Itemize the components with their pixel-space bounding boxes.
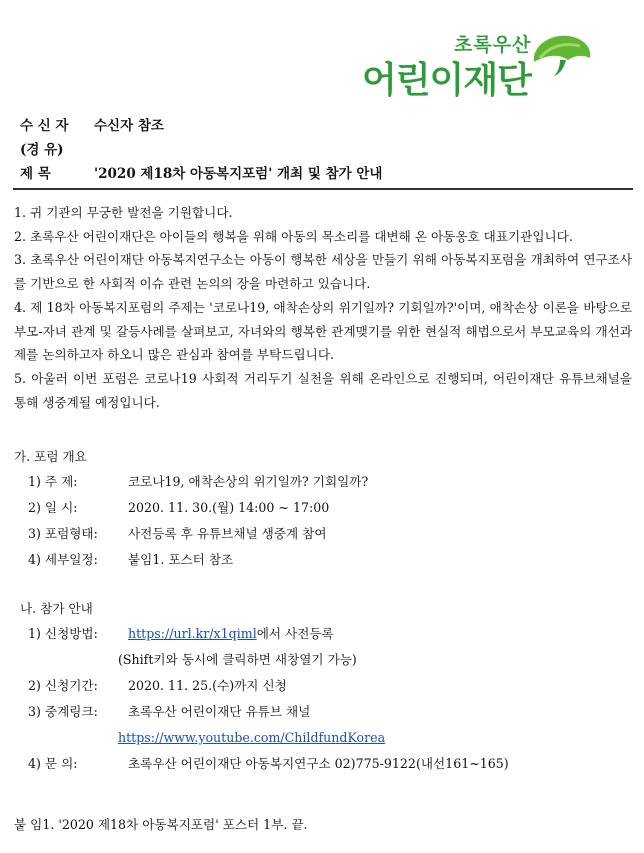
via-label: (경 유) (20, 142, 64, 158)
recipient-row (20, 114, 164, 134)
overview-label: 4) 세부일정: (28, 552, 98, 568)
attachment-line: 붙 임1. '2020 제18차 아동복지포럼' 포스터 1부. 끝. (14, 817, 308, 833)
logo-small-text: 초록우산 (454, 34, 532, 56)
foundation-logo (362, 30, 630, 110)
header-divider (13, 188, 633, 190)
contact-label: 4) 문 의: (28, 756, 78, 772)
overview-item-datetime (14, 495, 632, 521)
apply-link[interactable]: https://url.kr/x1qiml (128, 626, 257, 642)
participation-title: 나. 참가 안내 (20, 601, 93, 617)
logo-big-text: 어린이재단 (362, 60, 531, 101)
overview-value: 사전등록 후 유튜브채널 생중계 참여 (128, 526, 327, 542)
subject-row (20, 162, 383, 182)
recipient-label: 수 신 자 (20, 118, 69, 134)
document-body (14, 201, 632, 837)
overview-value: 붙임1. 포스터 참조 (128, 552, 234, 568)
overview-label: 1) 주 제: (28, 474, 78, 490)
paragraph-2: 2. 초록우산 어린이재단은 아이들의 행복을 위해 아동의 목소리를 대변해 온 아동옹호 대표기관입니다. (14, 228, 573, 244)
recipient-value: 수신자 참조 (94, 118, 164, 134)
stream-link[interactable]: https://www.youtube.com/ChildfundKorea (118, 730, 386, 746)
stream-value: 초록우산 어린이재단 유튜브 채널 (128, 704, 311, 720)
overview-title: 가. 포럼 개요 (14, 449, 87, 465)
subject-label: 제 목 (20, 166, 51, 182)
paragraph-4: 4. 제 18차 아동복지포럼의 주제는 '코로나19, 애착손상의 위기일까? 기회일까?'이며, 애착손상 이론을 바탕으로 부모-자녀 관계 및 갈등사례를 살펴보고, 자녀와의 행복한 관계맺기를 위한 현실적 해법으로서 부모교육의 개선과제를 논의하고자 하오니 많은 관심과 참여를 부탁드립니다. (14, 299, 632, 363)
overview-item-topic (14, 469, 632, 495)
paragraph-5: 5. 아울러 이번 포럼은 코로나19 사회적 거리두기 실천을 위해 온라인으로 진행되며, 어린이재단 유튜브채널을 통해 생중계될 예정입니다. (14, 370, 632, 410)
subject-value: '2020 제18차 아동복지포럼' 개최 및 참가 안내 (94, 166, 383, 182)
participation-stream (14, 699, 632, 725)
paragraph-1: 1. 귀 기관의 무궁한 발전을 기원합니다. (14, 205, 233, 220)
apply-label: 1) 신청방법: (28, 626, 98, 642)
participation-contact (14, 751, 632, 777)
overview-value: 2020. 11. 30.(월) 14:00 ~ 17:00 (128, 500, 330, 516)
via-row (20, 138, 64, 158)
apply-suffix: 에서 사전등록 (256, 626, 334, 642)
stream-link-row (14, 725, 632, 751)
contact-value: 초록우산 어린이재단 아동복지연구소 02)775-9122(내선161~165) (128, 756, 509, 772)
apply-note: (Shift키와 동시에 클릭하면 새창열기 가능) (118, 652, 357, 668)
overview-label: 3) 포럼형태: (28, 526, 98, 542)
period-label: 2) 신청기간: (28, 678, 98, 694)
overview-label: 2) 일 시: (28, 500, 78, 516)
umbrella-leaf-icon (530, 32, 594, 78)
paragraph-3: 3. 초록우산 어린이재단 아동복지연구소는 아동이 행복한 세상을 만들기 위해 아동복지포럼을 개최하여 연구조사를 기반으로 한 사회적 이슈 관련 논의의 장을 마련하고 있습니다. (14, 252, 632, 292)
overview-item-schedule (14, 547, 632, 573)
participation-apply (14, 621, 632, 647)
overview-item-format (14, 521, 632, 547)
stream-label: 3) 중계링크: (28, 704, 98, 720)
participation-period (14, 673, 632, 699)
period-value: 2020. 11. 25.(수)까지 신청 (128, 678, 287, 694)
overview-value: 코로나19, 애착손상의 위기일까? 기회일까? (128, 474, 369, 490)
